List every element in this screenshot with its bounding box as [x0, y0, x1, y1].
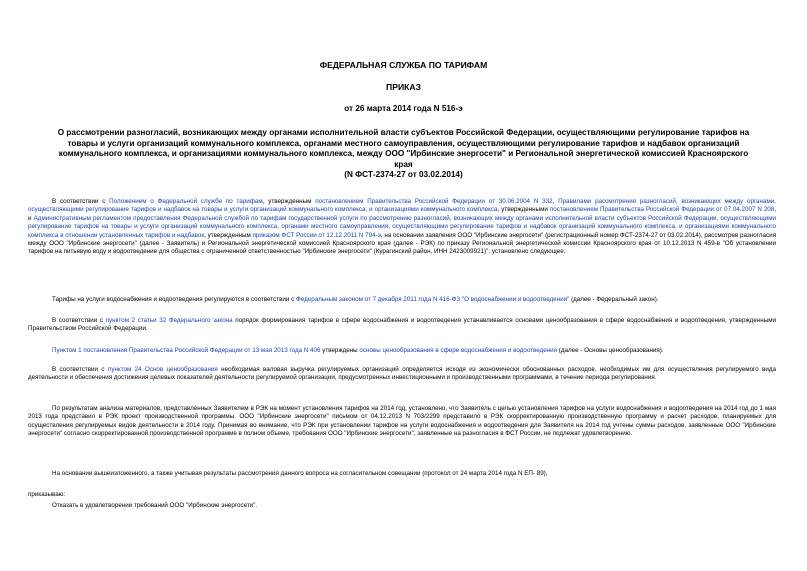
link-pricing-basics[interactable]: основы ценообразования в сфере водоснабжения и водоотведения	[359, 347, 558, 354]
link-resolution-406[interactable]: Пунктом 1 постановления Правительства Российской Федерации от 13 мая 2013 года N 406	[52, 347, 321, 354]
paragraph-order	[28, 491, 776, 499]
doc-type-heading: ПРИКАЗ	[386, 82, 421, 92]
link-federal-law-416[interactable]: Федеральным законом от 7 декабря 2011 года N 416-ФЗ "О водоснабжении и водоотведении"	[296, 296, 570, 303]
link-resolution-208[interactable]: постановлением Правительства Российской Федерации от 07.04.2007 N 208	[549, 206, 775, 214]
p1-text-e: , и	[28, 206, 777, 222]
p5-text-b: необходимая валовая выручка регулируемых организаций определяется исходя из экономически обоснованных расходов, необходимых им для осуществления регулируемого вида деятельности и обеспечения достижения целевых показателей деятельности регулируемой организации, предусмотренных инвестиционными и производственными программами, в течение периода регулирования.	[28, 366, 776, 382]
paragraph-5	[28, 366, 776, 383]
paragraph-decision	[28, 502, 776, 510]
link-fst-regulation[interactable]: Положением о Федеральной службе по тарифам	[109, 198, 263, 205]
link-article-32[interactable]: пунктом 2 статьи 32 Федерального закона	[105, 317, 233, 324]
p1-text-f: , утвержденным	[204, 231, 253, 239]
link-order-794[interactable]: приказом ФСТ России от 12.12.2011 N 794-э	[252, 231, 381, 239]
paragraph-6	[28, 405, 776, 439]
document-title	[52, 128, 755, 181]
case-number: (N ФСТ-2374-27 от 03.02.2014)	[344, 170, 463, 180]
agency-heading: ФЕДЕРАЛЬНАЯ СЛУЖБА ПО ТАРИФАМ	[319, 60, 488, 70]
p2-text-a: Тарифы на услуги водоснабжения и водоотведения регулируются в соответствии с	[52, 296, 296, 303]
paragraph-2	[28, 296, 776, 304]
p2-text-b: (далее - Федеральный закон).	[569, 296, 659, 303]
paragraph-3	[28, 317, 776, 334]
p6-text: По результатам анализа материалов, представленных Заявителем в РЭК на момент установления тарифов на 2014 год, установлено, что Заявитель с целью установления тарифов на услуги водоснабжения и водоотведения на 2014 год до 1 мая 2013 года представил в РЭК проект производственной программы. ООО "Ирбинские энергосети" письмом от 04.12.2013 N 703/2299 представило в РЭК скорректированную производственную программу и расчет расходов, планируемых для осуществления регулируемых видов деятельности в 2014 году. Принимая во внимание, что РЭК при установлении тарифов на услуги водоснабжения и водоотведения для Заявителя на 2014 год учтены суммы расходов, заявленные ООО "Ирбинские энергосети" согласно скорректированной производственной программе в полном объеме, требования ООО "Ирбинские энергосети", заявленные на разногласия в ФСТ России, не подлежат удовлетворению.	[28, 405, 776, 438]
p4-text-a: утверждены	[320, 347, 360, 354]
decision-text: Отказать в удовлетворении требований ООО "Ирбинские энергосети".	[52, 502, 258, 509]
title-text: О рассмотрении разногласий, возникающих между органами исполнительной власти субъектов Российской Федерации, осуществляющими регулирование тарифов на товары и услуги организаций коммунального комплекса, органами местного самоуправления, осуществляющими регулирование тарифов и надбавок организаций коммунального комплекса, и организациями коммунального комплекса, между ООО "Ирбинские энергосети" и Региональной энергетической комиссией Красноярского края	[57, 128, 750, 169]
date-line: от 26 марта 2014 года N 516-э	[344, 104, 463, 113]
link-pricing-item-24[interactable]: пунктом 24 Основ ценообразования	[107, 366, 218, 373]
p1-text-c: ,	[552, 198, 559, 205]
p1-text-b: , утвержденным	[262, 198, 316, 205]
paragraph-1	[28, 198, 776, 257]
p3-text-b: порядок формирования тарифов в сфере водоснабжения и водоотведения устанавливается основами ценообразования в сфере водоснабжения и водоотведения, утвержденными Правительством Российской Федерации.	[28, 317, 776, 333]
link-dispute-rules[interactable]: Правилами рассмотрения разногласий, возникающих между органами, осуществляющими регулирование тарифов и надбавок на товары и услуги организаций коммунального комплекса, и организациями коммунального комплекса	[28, 198, 776, 214]
p7-text: На основании вышеизложенного, а также учитывая результаты рассмотрения данного вопроса на согласительном совещании (протокол от 24 марта 2014 года N ЕП- 89),	[52, 470, 548, 477]
p5-text-a: В соответствии с	[52, 366, 108, 373]
order-word: приказываю:	[28, 491, 66, 498]
link-resolution-332[interactable]: постановлением Правительства Российской Федерации от 30.06.2004 N 332	[315, 198, 553, 205]
p3-text-a: В соответствии с	[52, 317, 106, 324]
p1-text-d: , утвержденными	[497, 206, 550, 214]
p4-text-b: (далее - Основы ценообразования).	[557, 347, 664, 354]
p1-text-a: В соответствии с	[52, 198, 110, 205]
paragraph-4	[28, 347, 776, 355]
p1-text-g: , на основании заявления ООО "Ирбинские энергосети" (регистрационный номер ФСТ-2374-27 от 03.02.2014), рассмотрев разногласия между ООО "Ирбинские энергосети" (далее - Заявитель) и Региональной энергетической комиссией Красноярского края (далее - РЭК) по приказу Региональной энергетической комиссии Красноярского края от 10.12.2013 N 459-в "Об установлении тарифов на питьевую воду и водоотведение для общества с ограниченной ответственностью "Ирбинские энергосети" (Курагинский район, ИНН 2423009921)", установлено следующее.	[28, 231, 776, 256]
link-admin-regulation[interactable]: Административным регламентом предоставления Федеральной службой по тарифам государственной услуги по рассмотрению разногласий, возникающих между органами исполнительной власти субъектов Российской Федерации, осуществляющими регулирование тарифов на товары и услуги организаций коммунального комплекса, органами местного самоуправления, осуществляющими регулирование тарифов и надбавок организаций коммунального комплекса, и организациями коммунального комплекса в отношении установленных тарифов и надбавок	[28, 214, 776, 239]
paragraph-7	[28, 470, 776, 478]
